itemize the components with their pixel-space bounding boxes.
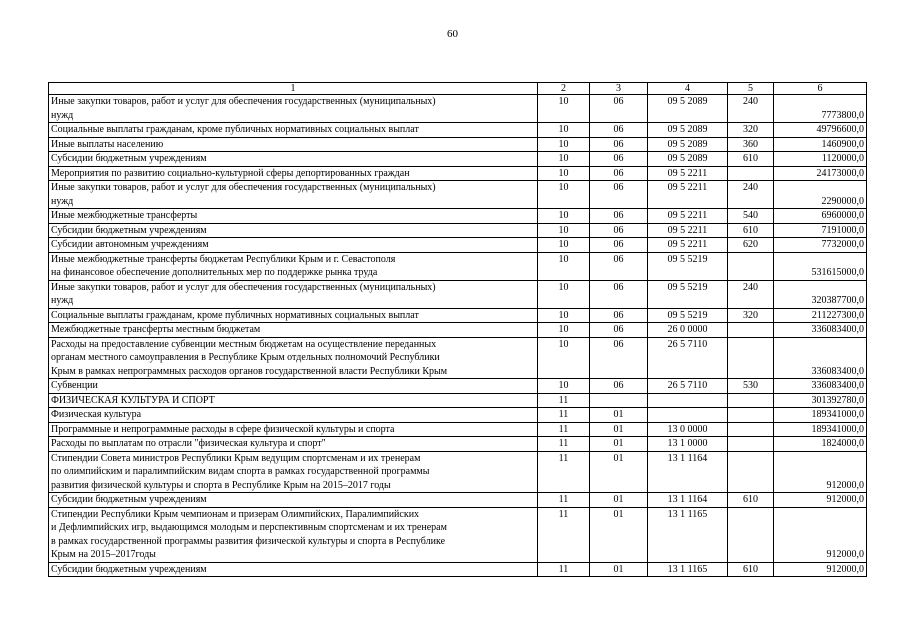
row-name-line: Мероприятия по развитию социально-культурной сферы депортированных граждан bbox=[51, 167, 410, 179]
target-article-code bbox=[648, 393, 728, 408]
row-name bbox=[49, 308, 538, 323]
subsection-code: 06 bbox=[590, 137, 648, 152]
row-name-line: Крым в рамках непрограммных расходов органов государственной власти Республики Крым bbox=[51, 365, 448, 377]
target-article-code: 13 1 1165 bbox=[648, 507, 728, 562]
row-name bbox=[49, 152, 538, 167]
expense-type-code bbox=[728, 323, 774, 338]
row-name-line: нужд bbox=[51, 195, 74, 207]
section-code: 11 bbox=[538, 562, 590, 577]
row-name-line: Расходы на предоставление субвенции местным бюджетам на осуществление переданных bbox=[51, 338, 437, 350]
subsection-code: 06 bbox=[590, 95, 648, 123]
target-article-code: 26 5 7110 bbox=[648, 379, 728, 394]
row-name bbox=[49, 507, 538, 562]
expense-type-code: 610 bbox=[728, 562, 774, 577]
table-row bbox=[49, 181, 867, 209]
expense-type-code: 360 bbox=[728, 137, 774, 152]
table-row bbox=[49, 166, 867, 181]
amount: 320387700,0 bbox=[774, 280, 867, 308]
target-article-code: 09 5 2089 bbox=[648, 137, 728, 152]
section-code: 11 bbox=[538, 437, 590, 452]
amount: 7732000,0 bbox=[774, 238, 867, 253]
header-col-1: 1 bbox=[49, 83, 538, 95]
expense-type-code: 320 bbox=[728, 123, 774, 138]
row-name bbox=[49, 238, 538, 253]
amount: 912000,0 bbox=[774, 562, 867, 577]
target-article-code: 09 5 2211 bbox=[648, 223, 728, 238]
subsection-code: 06 bbox=[590, 181, 648, 209]
row-name bbox=[49, 323, 538, 338]
expense-type-code: 610 bbox=[728, 493, 774, 508]
section-code: 11 bbox=[538, 408, 590, 423]
row-name-line: Иные выплаты населению bbox=[51, 138, 164, 150]
row-name-line: Межбюджетные трансферты местным бюджетам bbox=[51, 324, 261, 335]
row-name-line: Иные закупки товаров, работ и услуг для обеспечения государственных (муниципальных) bbox=[51, 182, 436, 193]
expense-type-code bbox=[728, 507, 774, 562]
target-article-code: 09 5 2089 bbox=[648, 95, 728, 123]
section-code: 10 bbox=[538, 209, 590, 224]
target-article-code: 09 5 2211 bbox=[648, 181, 728, 209]
row-name-line: Субсидии бюджетным учреждениям bbox=[51, 153, 207, 164]
row-name bbox=[49, 166, 538, 181]
expense-type-code: 240 bbox=[728, 181, 774, 209]
expense-type-code: 530 bbox=[728, 379, 774, 394]
row-name-line: Субсидии автономным учреждениям bbox=[51, 239, 209, 250]
target-article-code: 13 1 1164 bbox=[648, 451, 728, 493]
table-row bbox=[49, 152, 867, 167]
table-row bbox=[49, 422, 867, 437]
page-number: 60 bbox=[447, 28, 458, 40]
table-row bbox=[49, 280, 867, 308]
table-row bbox=[49, 337, 867, 379]
section-code: 10 bbox=[538, 337, 590, 379]
table-row bbox=[49, 507, 867, 562]
header-col-6: 6 bbox=[774, 83, 867, 95]
header-col-4: 4 bbox=[648, 83, 728, 95]
table-row bbox=[49, 451, 867, 493]
row-name-line: органам местного самоуправления в Республике Крым отдельных полномочий Республики bbox=[51, 352, 440, 363]
subsection-code: 01 bbox=[590, 437, 648, 452]
section-code: 11 bbox=[538, 451, 590, 493]
table-row bbox=[49, 408, 867, 423]
row-name bbox=[49, 562, 538, 577]
section-code: 10 bbox=[538, 280, 590, 308]
expense-type-code: 540 bbox=[728, 209, 774, 224]
target-article-code: 09 5 2089 bbox=[648, 123, 728, 138]
row-name-line: и Дефлимпийских игр, выдающимся молодым и перспективным спортсменам и их тренерам bbox=[51, 522, 447, 533]
amount: 301392780,0 bbox=[774, 393, 867, 408]
row-name-line: Иные закупки товаров, работ и услуг для обеспечения государственных (муниципальных) bbox=[51, 281, 436, 293]
section-code: 11 bbox=[538, 493, 590, 508]
subsection-code: 06 bbox=[590, 323, 648, 338]
amount: 1824000,0 bbox=[774, 437, 867, 452]
target-article-code: 26 5 7110 bbox=[648, 337, 728, 379]
row-name-line: Иные закупки товаров, работ и услуг для обеспечения государственных (муниципальных) bbox=[51, 96, 436, 107]
row-name-line: Субвенции bbox=[51, 380, 98, 391]
subsection-code: 01 bbox=[590, 408, 648, 423]
row-name bbox=[49, 280, 538, 308]
subsection-code: 06 bbox=[590, 223, 648, 238]
expense-type-code bbox=[728, 252, 774, 280]
section-code: 10 bbox=[538, 95, 590, 123]
row-name bbox=[49, 95, 538, 123]
row-name bbox=[49, 422, 538, 437]
expense-type-code: 610 bbox=[728, 152, 774, 167]
row-name-line: Субсидии бюджетным учреждениям bbox=[51, 494, 207, 505]
expense-type-code bbox=[728, 451, 774, 493]
subsection-code: 01 bbox=[590, 422, 648, 437]
table-row bbox=[49, 123, 867, 138]
amount: 912000,0 bbox=[774, 451, 867, 493]
row-name bbox=[49, 408, 538, 423]
amount: 336083400,0 bbox=[774, 323, 867, 338]
amount: 189341000,0 bbox=[774, 408, 867, 423]
section-code: 11 bbox=[538, 422, 590, 437]
row-name-line: Субсидии бюджетным учреждениям bbox=[51, 224, 207, 236]
section-code: 10 bbox=[538, 238, 590, 253]
section-code: 10 bbox=[538, 223, 590, 238]
target-article-code: 09 5 2211 bbox=[648, 166, 728, 181]
row-name bbox=[49, 181, 538, 209]
amount: 912000,0 bbox=[774, 507, 867, 562]
expense-type-code: 240 bbox=[728, 95, 774, 123]
amount: 189341000,0 bbox=[774, 422, 867, 437]
row-name-line: Физическая культура bbox=[51, 409, 142, 420]
table-row bbox=[49, 238, 867, 253]
subsection-code: 01 bbox=[590, 562, 648, 577]
header-col-3: 3 bbox=[590, 83, 648, 95]
row-name-line: Иные межбюджетные трансферты бюджетам Республики Крым и г. Севастополя bbox=[51, 253, 396, 265]
row-name-line: в рамках государственной программы развития физической культуры и спорта в Республике bbox=[51, 535, 446, 547]
table-row bbox=[49, 308, 867, 323]
subsection-code: 06 bbox=[590, 308, 648, 323]
amount: 912000,0 bbox=[774, 493, 867, 508]
amount: 49796600,0 bbox=[774, 123, 867, 138]
section-code: 11 bbox=[538, 507, 590, 562]
table-row bbox=[49, 323, 867, 338]
row-name bbox=[49, 209, 538, 224]
row-name-line: Программные и непрограммные расходы в сфере физической культуры и спорта bbox=[51, 423, 395, 435]
table-row bbox=[49, 393, 867, 408]
section-code: 10 bbox=[538, 152, 590, 167]
row-name-line: Крым на 2015–2017годы bbox=[51, 549, 156, 560]
amount: 211227300,0 bbox=[774, 308, 867, 323]
header-row bbox=[49, 83, 867, 95]
subsection-code: 06 bbox=[590, 152, 648, 167]
amount: 7773800,0 bbox=[774, 95, 867, 123]
target-article-code: 13 1 1165 bbox=[648, 562, 728, 577]
subsection-code: 06 bbox=[590, 209, 648, 224]
header-col-5: 5 bbox=[728, 83, 774, 95]
row-name-line: нужд bbox=[51, 109, 74, 121]
table-row bbox=[49, 493, 867, 508]
target-article-code: 09 5 2211 bbox=[648, 238, 728, 253]
amount: 2290000,0 bbox=[774, 181, 867, 209]
subsection-code: 01 bbox=[590, 493, 648, 508]
amount: 336083400,0 bbox=[774, 337, 867, 379]
target-article-code: 26 0 0000 bbox=[648, 323, 728, 338]
header-col-2: 2 bbox=[538, 83, 590, 95]
row-name-line: Социальные выплаты гражданам, кроме публичных нормативных социальных выплат bbox=[51, 124, 419, 135]
amount: 24173000,0 bbox=[774, 166, 867, 181]
row-name-line: Социальные выплаты гражданам, кроме публичных нормативных социальных выплат bbox=[51, 309, 419, 321]
amount: 336083400,0 bbox=[774, 379, 867, 394]
row-name bbox=[49, 393, 538, 408]
amount: 1460900,0 bbox=[774, 137, 867, 152]
row-name-line: Стипендии Республики Крым чемпионам и призерам Олимпийских, Паралимпийских bbox=[51, 508, 420, 520]
target-article-code: 09 5 2211 bbox=[648, 209, 728, 224]
expense-type-code bbox=[728, 166, 774, 181]
row-name-line: ФИЗИЧЕСКАЯ КУЛЬТУРА И СПОРТ bbox=[51, 394, 215, 406]
expense-type-code bbox=[728, 408, 774, 423]
row-name bbox=[49, 123, 538, 138]
section-code: 10 bbox=[538, 166, 590, 181]
table-row bbox=[49, 252, 867, 280]
row-name-line: Расходы по выплатам по отрасли "физическая культура и спорт" bbox=[51, 438, 326, 449]
table-row bbox=[49, 209, 867, 224]
budget-table bbox=[48, 82, 867, 577]
subsection-code: 06 bbox=[590, 238, 648, 253]
section-code: 10 bbox=[538, 137, 590, 152]
subsection-code: 06 bbox=[590, 337, 648, 379]
section-code: 10 bbox=[538, 252, 590, 280]
amount: 7191000,0 bbox=[774, 223, 867, 238]
table-row bbox=[49, 379, 867, 394]
row-name bbox=[49, 137, 538, 152]
table-row bbox=[49, 223, 867, 238]
target-article-code: 13 0 0000 bbox=[648, 422, 728, 437]
expense-type-code bbox=[728, 437, 774, 452]
expense-type-code bbox=[728, 337, 774, 379]
subsection-code: 06 bbox=[590, 166, 648, 181]
subsection-code: 01 bbox=[590, 507, 648, 562]
subsection-code: 06 bbox=[590, 379, 648, 394]
target-article-code bbox=[648, 408, 728, 423]
target-article-code: 13 1 1164 bbox=[648, 493, 728, 508]
row-name-line: Стипендии Совета министров Республики Крым ведущим спортсменам и их тренерам bbox=[51, 452, 421, 464]
table-row bbox=[49, 562, 867, 577]
target-article-code: 13 1 0000 bbox=[648, 437, 728, 452]
subsection-code: 06 bbox=[590, 280, 648, 308]
row-name-line: на финансовое обеспечение дополнительных мер по поддержке рынка труда bbox=[51, 267, 378, 278]
expense-type-code: 610 bbox=[728, 223, 774, 238]
subsection-code: 06 bbox=[590, 123, 648, 138]
subsection-code: 01 bbox=[590, 451, 648, 493]
target-article-code: 09 5 5219 bbox=[648, 280, 728, 308]
row-name bbox=[49, 493, 538, 508]
row-name bbox=[49, 252, 538, 280]
row-name-line: по олимпийским и паралимпийским видам спорта в рамках государственной программы bbox=[51, 466, 430, 477]
row-name-line: нужд bbox=[51, 295, 74, 306]
amount: 531615000,0 bbox=[774, 252, 867, 280]
section-code: 10 bbox=[538, 123, 590, 138]
row-name bbox=[49, 223, 538, 238]
row-name bbox=[49, 337, 538, 379]
expense-type-code: 620 bbox=[728, 238, 774, 253]
amount: 1120000,0 bbox=[774, 152, 867, 167]
target-article-code: 09 5 2089 bbox=[648, 152, 728, 167]
section-code: 10 bbox=[538, 379, 590, 394]
section-code: 10 bbox=[538, 181, 590, 209]
target-article-code: 09 5 5219 bbox=[648, 252, 728, 280]
table-row bbox=[49, 137, 867, 152]
section-code: 11 bbox=[538, 393, 590, 408]
expense-type-code bbox=[728, 393, 774, 408]
expense-type-code bbox=[728, 422, 774, 437]
subsection-code: 06 bbox=[590, 252, 648, 280]
row-name-line: Субсидии бюджетным учреждениям bbox=[51, 563, 207, 575]
amount: 6960000,0 bbox=[774, 209, 867, 224]
table-row bbox=[49, 95, 867, 123]
target-article-code: 09 5 5219 bbox=[648, 308, 728, 323]
row-name bbox=[49, 379, 538, 394]
section-code: 10 bbox=[538, 308, 590, 323]
row-name-line: Иные межбюджетные трансферты bbox=[51, 210, 198, 221]
expense-type-code: 240 bbox=[728, 280, 774, 308]
section-code: 10 bbox=[538, 323, 590, 338]
subsection-code bbox=[590, 393, 648, 408]
row-name bbox=[49, 437, 538, 452]
row-name-line: развития физической культуры и спорта в Республике Крым на 2015–2017 годы bbox=[51, 479, 391, 491]
table-row bbox=[49, 437, 867, 452]
expense-type-code: 320 bbox=[728, 308, 774, 323]
row-name bbox=[49, 451, 538, 493]
